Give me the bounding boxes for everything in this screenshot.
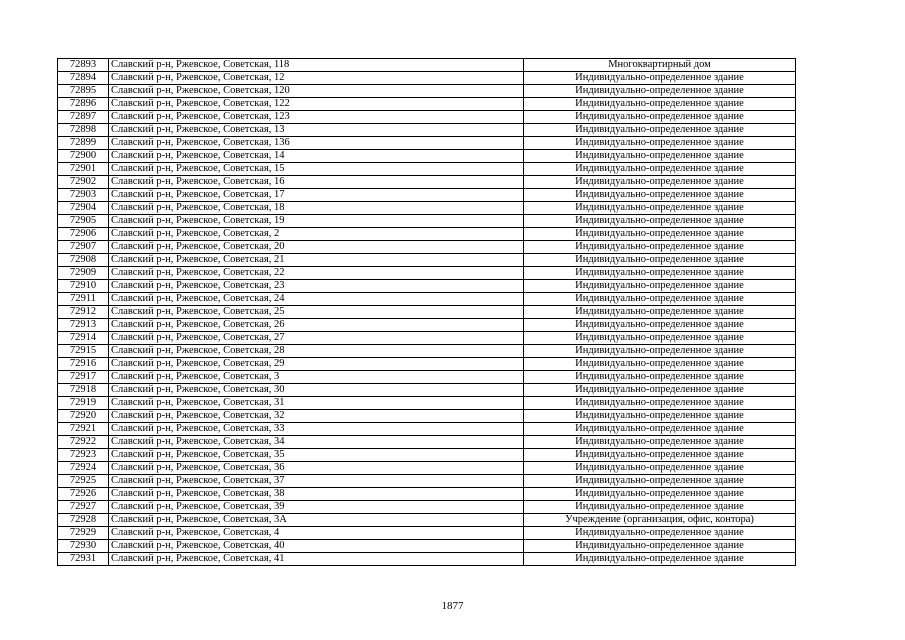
cell-address: Славский р-н, Ржевское, Советская, 12 [109,72,524,85]
cell-id: 72920 [58,410,109,423]
cell-id: 72906 [58,228,109,241]
table-row [58,150,796,163]
table-row [58,332,796,345]
cell-id: 72913 [58,319,109,332]
cell-id: 72904 [58,202,109,215]
cell-address: Славский р-н, Ржевское, Советская, 16 [109,176,524,189]
cell-object-type: Учреждение (организация, офис, контора) [524,514,796,527]
table-row [58,59,796,72]
cell-object-type: Многоквартирный дом [524,59,796,72]
cell-id: 72900 [58,150,109,163]
cell-id: 72928 [58,514,109,527]
cell-address: Славский р-н, Ржевское, Советская, 38 [109,488,524,501]
cell-id: 72916 [58,358,109,371]
cell-id: 72899 [58,137,109,150]
table-row [58,397,796,410]
cell-object-type: Индивидуально-определенное здание [524,488,796,501]
cell-object-type: Индивидуально-определенное здание [524,137,796,150]
cell-address: Славский р-н, Ржевское, Советская, 29 [109,358,524,371]
table-row [58,215,796,228]
table-row [58,371,796,384]
cell-id: 72908 [58,254,109,267]
cell-id: 72927 [58,501,109,514]
cell-address: Славский р-н, Ржевское, Советская, 2 [109,228,524,241]
cell-id: 72922 [58,436,109,449]
cell-object-type: Индивидуально-определенное здание [524,72,796,85]
table-row [58,98,796,111]
cell-id: 72926 [58,488,109,501]
cell-address: Славский р-н, Ржевское, Советская, 3А [109,514,524,527]
table-row [58,501,796,514]
cell-object-type: Индивидуально-определенное здание [524,176,796,189]
table-row [58,306,796,319]
cell-address: Славский р-н, Ржевское, Советская, 4 [109,527,524,540]
table-row [58,293,796,306]
cell-address: Славский р-н, Ржевское, Советская, 41 [109,553,524,566]
cell-id: 72893 [58,59,109,72]
cell-object-type: Индивидуально-определенное здание [524,163,796,176]
cell-id: 72918 [58,384,109,397]
cell-id: 72902 [58,176,109,189]
table-row [58,423,796,436]
cell-address: Славский р-н, Ржевское, Советская, 39 [109,501,524,514]
cell-address: Славский р-н, Ржевское, Советская, 33 [109,423,524,436]
cell-object-type: Индивидуально-определенное здание [524,241,796,254]
cell-object-type: Индивидуально-определенное здание [524,293,796,306]
table-row [58,85,796,98]
cell-id: 72907 [58,241,109,254]
cell-object-type: Индивидуально-определенное здание [524,319,796,332]
table-row [58,514,796,527]
cell-address: Славский р-н, Ржевское, Советская, 28 [109,345,524,358]
cell-id: 72901 [58,163,109,176]
cell-address: Славский р-н, Ржевское, Советская, 36 [109,462,524,475]
table-row [58,111,796,124]
cell-object-type: Индивидуально-определенное здание [524,527,796,540]
cell-object-type: Индивидуально-определенное здание [524,397,796,410]
cell-address: Славский р-н, Ржевское, Советская, 40 [109,540,524,553]
table-row [58,163,796,176]
table-row [58,488,796,501]
cell-address: Славский р-н, Ржевское, Советская, 13 [109,124,524,137]
cell-id: 72930 [58,540,109,553]
table-row [58,384,796,397]
table-row [58,436,796,449]
cell-object-type: Индивидуально-определенное здание [524,423,796,436]
cell-address: Славский р-н, Ржевское, Советская, 19 [109,215,524,228]
cell-address: Славский р-н, Ржевское, Советская, 122 [109,98,524,111]
table-row [58,72,796,85]
cell-id: 72931 [58,553,109,566]
cell-object-type: Индивидуально-определенное здание [524,189,796,202]
cell-object-type: Индивидуально-определенное здание [524,332,796,345]
cell-address: Славский р-н, Ржевское, Советская, 27 [109,332,524,345]
cell-id: 72929 [58,527,109,540]
cell-address: Славский р-н, Ржевское, Советская, 34 [109,436,524,449]
page-number: 1877 [441,600,464,612]
cell-address: Славский р-н, Ржевское, Советская, 123 [109,111,524,124]
cell-object-type: Индивидуально-определенное здание [524,358,796,371]
cell-object-type: Индивидуально-определенное здание [524,475,796,488]
cell-object-type: Индивидуально-определенное здание [524,124,796,137]
table-row [58,527,796,540]
table-row [58,137,796,150]
table-row [58,228,796,241]
cell-object-type: Индивидуально-определенное здание [524,254,796,267]
cell-object-type: Индивидуально-определенное здание [524,410,796,423]
cell-address: Славский р-н, Ржевское, Советская, 24 [109,293,524,306]
cell-object-type: Индивидуально-определенное здание [524,384,796,397]
table-row [58,189,796,202]
table-row [58,176,796,189]
cell-id: 72905 [58,215,109,228]
cell-id: 72910 [58,280,109,293]
cell-address: Славский р-н, Ржевское, Советская, 18 [109,202,524,215]
registry-table-body [58,59,796,566]
cell-address: Славский р-н, Ржевское, Советская, 120 [109,85,524,98]
cell-id: 72894 [58,72,109,85]
cell-object-type: Индивидуально-определенное здание [524,202,796,215]
cell-object-type: Индивидуально-определенное здание [524,449,796,462]
cell-address: Славский р-н, Ржевское, Советская, 14 [109,150,524,163]
cell-object-type: Индивидуально-определенное здание [524,436,796,449]
cell-object-type: Индивидуально-определенное здание [524,345,796,358]
cell-id: 72896 [58,98,109,111]
table-row [58,449,796,462]
table-row [58,319,796,332]
table-row [58,345,796,358]
registry-table [57,58,796,566]
cell-object-type: Индивидуально-определенное здание [524,462,796,475]
cell-address: Славский р-н, Ржевское, Советская, 35 [109,449,524,462]
cell-object-type: Индивидуально-определенное здание [524,501,796,514]
cell-id: 72919 [58,397,109,410]
cell-address: Славский р-н, Ржевское, Советская, 26 [109,319,524,332]
cell-object-type: Индивидуально-определенное здание [524,371,796,384]
cell-id: 72911 [58,293,109,306]
table-row [58,410,796,423]
table-row [58,267,796,280]
cell-address: Славский р-н, Ржевское, Советская, 25 [109,306,524,319]
cell-object-type: Индивидуально-определенное здание [524,85,796,98]
cell-address: Славский р-н, Ржевское, Советская, 15 [109,163,524,176]
cell-id: 72914 [58,332,109,345]
cell-object-type: Индивидуально-определенное здание [524,111,796,124]
cell-id: 72921 [58,423,109,436]
table-row [58,540,796,553]
cell-id: 72912 [58,306,109,319]
table-row [58,553,796,566]
cell-id: 72925 [58,475,109,488]
cell-id: 72924 [58,462,109,475]
cell-address: Славский р-н, Ржевское, Советская, 37 [109,475,524,488]
cell-id: 72923 [58,449,109,462]
cell-address: Славский р-н, Ржевское, Советская, 23 [109,280,524,293]
cell-address: Славский р-н, Ржевское, Советская, 32 [109,410,524,423]
cell-address: Славский р-н, Ржевское, Советская, 20 [109,241,524,254]
cell-address: Славский р-н, Ржевское, Советская, 17 [109,189,524,202]
cell-object-type: Индивидуально-определенное здание [524,228,796,241]
table-row [58,254,796,267]
cell-object-type: Индивидуально-определенное здание [524,553,796,566]
cell-id: 72903 [58,189,109,202]
cell-object-type: Индивидуально-определенное здание [524,306,796,319]
cell-address: Славский р-н, Ржевское, Советская, 21 [109,254,524,267]
cell-object-type: Индивидуально-определенное здание [524,540,796,553]
table-row [58,241,796,254]
table-row [58,202,796,215]
cell-address: Славский р-н, Ржевское, Советская, 118 [109,59,524,72]
cell-id: 72909 [58,267,109,280]
table-row [58,124,796,137]
cell-id: 72897 [58,111,109,124]
cell-object-type: Индивидуально-определенное здание [524,215,796,228]
cell-address: Славский р-н, Ржевское, Советская, 22 [109,267,524,280]
table-row [58,462,796,475]
table-row [58,280,796,293]
cell-object-type: Индивидуально-определенное здание [524,150,796,163]
cell-address: Славский р-н, Ржевское, Советская, 3 [109,371,524,384]
cell-object-type: Индивидуально-определенное здание [524,267,796,280]
cell-id: 72917 [58,371,109,384]
cell-address: Славский р-н, Ржевское, Советская, 30 [109,384,524,397]
cell-id: 72895 [58,85,109,98]
cell-id: 72915 [58,345,109,358]
cell-object-type: Индивидуально-определенное здание [524,280,796,293]
cell-address: Славский р-н, Ржевское, Советская, 136 [109,137,524,150]
cell-address: Славский р-н, Ржевское, Советская, 31 [109,397,524,410]
cell-object-type: Индивидуально-определенное здание [524,98,796,111]
table-row [58,358,796,371]
table-row [58,475,796,488]
cell-id: 72898 [58,124,109,137]
